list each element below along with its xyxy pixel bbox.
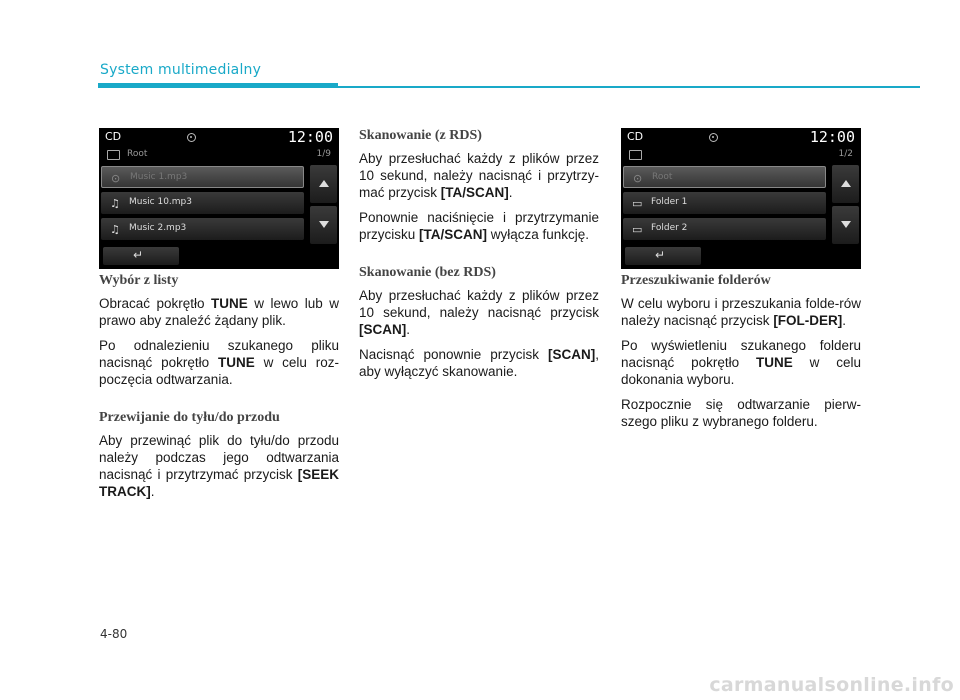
screen-page-indicator: 1/9 (316, 149, 331, 159)
list-item[interactable] (101, 166, 304, 188)
cd-folder-screen (621, 128, 861, 269)
paragraph (99, 295, 339, 329)
button-reference: TUNE (756, 355, 793, 370)
arrow-down-icon (841, 221, 851, 228)
folder-icon: ▭ (632, 223, 643, 236)
list-item-label: Folder 2 (651, 223, 688, 233)
list-item[interactable] (101, 192, 304, 214)
section-heading: Przeszukiwanie folderów (621, 273, 771, 288)
paragraph-text: wyłącza funkcję. (487, 227, 590, 242)
button-reference: [TA/SCAN] (419, 227, 488, 242)
paragraph-text: Rozpocznie się odtwarzanie pierw-szego pliku z wybranego folderu. (621, 397, 861, 429)
screen-mode-label: CD (105, 130, 122, 143)
paragraph (359, 150, 599, 201)
page-number: 4-80 (100, 627, 128, 641)
screen-status-bar (621, 128, 861, 146)
paragraph (99, 337, 339, 388)
arrow-down-icon (319, 221, 329, 228)
paragraph-text: Aby przesłuchać każdy z plików przez 10 sekund, należy nacisnąć przycisk (359, 288, 599, 320)
list-item-label: Music 2.mp3 (129, 223, 187, 233)
paragraph-text: . (508, 185, 513, 200)
folder-icon: ▭ (632, 197, 643, 210)
paragraph-text: W celu wyboru i przeszukania folde-rów należy nacisnąć przycisk (621, 296, 861, 328)
paragraph-text: . (842, 313, 847, 328)
paragraph (621, 396, 861, 430)
section-heading: Skanowanie (z RDS) (359, 128, 482, 143)
paragraph-text: Po wyświetleniu szukanego folderu nacisnąć pokrętło (621, 338, 861, 370)
button-reference: [FOL-DER] (773, 313, 843, 328)
section-scan-no-rds (359, 265, 599, 380)
paragraph (359, 287, 599, 338)
column-1 (99, 128, 339, 508)
button-reference: [SCAN] (359, 322, 407, 337)
header-rule-thick (98, 83, 338, 88)
button-reference: TUNE (217, 355, 255, 370)
arrow-up-icon (319, 180, 329, 187)
paragraph-text: Obracać pokrętło (99, 296, 212, 311)
disc-icon: ⊙ (633, 172, 643, 185)
list-item-label: Folder 1 (651, 197, 688, 207)
scroll-up-button[interactable] (310, 165, 337, 203)
section-heading: Przewijanie do tyłu/do przodu (99, 410, 280, 425)
screen-folder-list (623, 166, 826, 244)
column-2 (359, 128, 599, 388)
paragraph-text: . (406, 322, 411, 337)
scroll-up-button[interactable] (832, 165, 859, 203)
section-header: System multimedialny (100, 62, 262, 78)
paragraph (99, 432, 339, 500)
folder-icon (107, 150, 120, 160)
back-arrow-icon: ↵ (655, 248, 666, 262)
screen-file-list (101, 166, 304, 244)
music-note-icon: ♫ (110, 197, 120, 210)
section-heading: Skanowanie (bez RDS) (359, 265, 496, 280)
watermark: carmanualsonline.info (709, 674, 954, 696)
list-item[interactable] (623, 166, 826, 188)
button-reference: TUNE (211, 296, 248, 311)
disc-icon (709, 133, 718, 142)
paragraph-text: Aby przewinąć plik do tyłu/do przodu należy podczas jego odtwarzania nacisnąć i przytrzymać przycisk (99, 433, 339, 482)
header-rule-thin (338, 86, 920, 88)
arrow-up-icon (841, 180, 851, 187)
paragraph (359, 346, 599, 380)
section-list-selection (99, 273, 339, 388)
disc-icon: ⊙ (111, 172, 121, 185)
paragraph-text: w celu roz-poczęcia odtwarzania. (99, 355, 339, 387)
paragraph-text: Po odnalezieniu szukanego pliku nacisnąć pokrętło (99, 338, 339, 370)
screen-mode-label: CD (627, 130, 644, 143)
screen-clock: 12:00 (809, 128, 855, 146)
paragraph-text: w celu dokonania wyboru. (621, 355, 861, 387)
column-3 (621, 128, 861, 438)
paragraph-text: Ponownie naciśnięcie i przytrzymanie przycisku (359, 210, 599, 242)
section-folder-search (621, 273, 861, 430)
button-reference: [TA/SCAN] (440, 185, 509, 200)
button-reference: [SEEK TRACK] (99, 467, 339, 499)
back-button[interactable] (625, 247, 701, 265)
list-item-label: Music 10.mp3 (129, 197, 192, 207)
screen-path-bar (627, 148, 855, 165)
back-arrow-icon: ↵ (133, 248, 144, 262)
cd-list-screen (99, 128, 339, 269)
paragraph-text: Aby przesłuchać każdy z plików przez 10 sekund, należy nacisnąć i przytrzy-mać przycisk (359, 151, 599, 200)
list-item[interactable] (101, 218, 304, 240)
folder-icon (629, 150, 642, 160)
paragraph-text: , aby wyłączyć skanowanie. (359, 347, 599, 379)
paragraph (621, 337, 861, 388)
section-seek (99, 410, 339, 500)
button-reference: [SCAN] (547, 347, 596, 362)
screen-page-indicator: 1/2 (838, 149, 853, 159)
list-item-label: Root (652, 172, 673, 182)
section-scan-rds (359, 128, 599, 243)
paragraph-text: . (150, 484, 155, 499)
back-button[interactable] (103, 247, 179, 265)
list-item-label: Music 1.mp3 (130, 172, 188, 182)
screen-clock: 12:00 (287, 128, 333, 146)
screen-path-label: Root (127, 149, 148, 159)
screen-status-bar (99, 128, 339, 146)
disc-icon (187, 133, 196, 142)
paragraph-text: w lewo lub w prawo aby znaleźć żądany plik. (99, 296, 339, 328)
paragraph-text: Nacisnąć ponownie przycisk (359, 347, 548, 362)
scroll-down-button[interactable] (832, 206, 859, 244)
section-heading: Wybór z listy (99, 273, 179, 288)
paragraph (621, 295, 861, 329)
paragraph (359, 209, 599, 243)
music-note-icon: ♫ (110, 223, 120, 236)
list-item[interactable] (623, 218, 826, 240)
list-item[interactable] (623, 192, 826, 214)
screen-path-bar (105, 148, 333, 165)
scroll-down-button[interactable] (310, 206, 337, 244)
